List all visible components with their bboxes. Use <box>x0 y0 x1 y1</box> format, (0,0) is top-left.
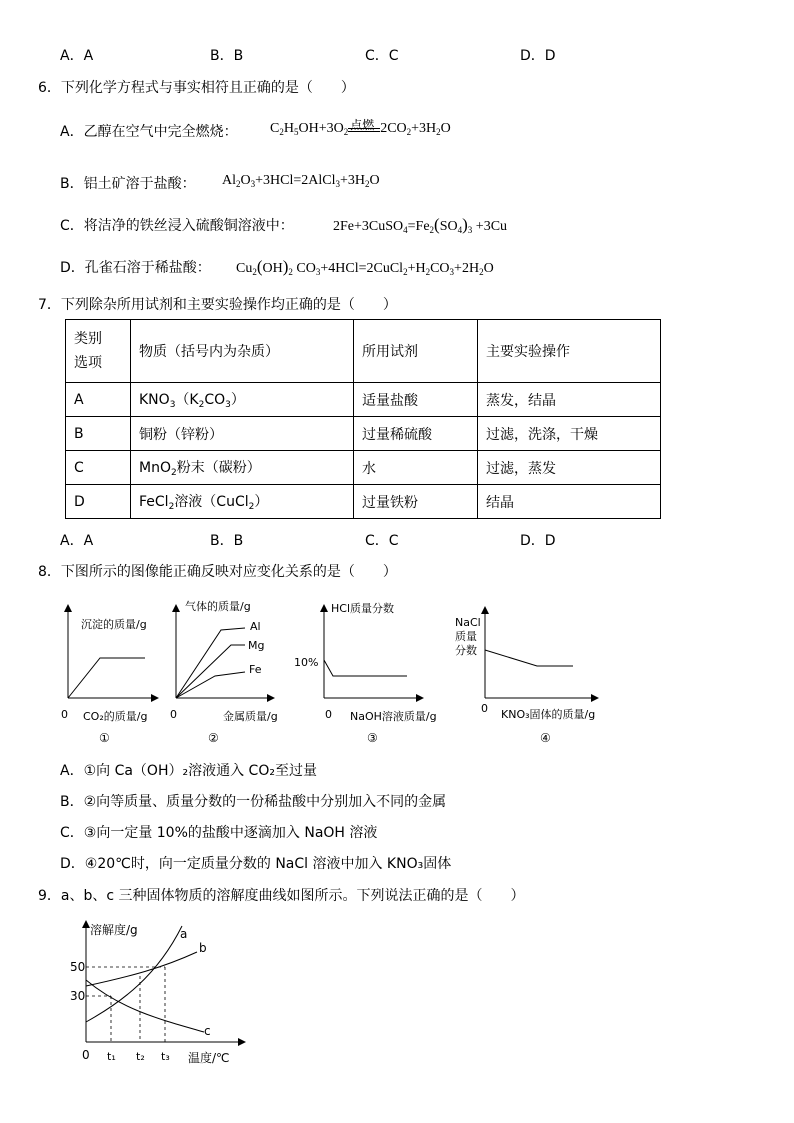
graph-3 <box>294 601 437 745</box>
table-header-row <box>66 320 661 383</box>
q6-option-b[interactable] <box>60 173 196 193</box>
q8-option-b[interactable]: B．②向等质量、质量分数的一份稀盐酸中分别加入不同的金属 <box>60 794 447 810</box>
graph-3-ytick: 10% <box>294 656 319 669</box>
row-option: B <box>66 417 131 451</box>
xtick-t1: t₁ <box>107 1050 116 1063</box>
graph-4-ylabel-2: 质量 <box>455 630 477 643</box>
row-substance: MnO$_2$粉末（碳粉） <box>131 451 354 485</box>
row-option: D <box>66 485 131 519</box>
q7-stem: 7．下列除杂所用试剂和主要实验操作均正确的是（ ） <box>38 297 397 313</box>
q6-option-c[interactable] <box>60 215 294 235</box>
graph-4-number: ④ <box>540 731 551 745</box>
curve-b <box>86 952 197 986</box>
graph-3-xlabel: NaOH溶液质量/g <box>350 710 437 723</box>
row-reagent: 过量铁粉 <box>354 485 478 519</box>
q7-option-d[interactable]: D．D <box>520 533 556 549</box>
table-row <box>66 451 661 485</box>
xtick-t3: t₃ <box>161 1050 170 1063</box>
table-row <box>66 417 661 451</box>
graph-3-ylabel: HCl质量分数 <box>331 602 395 615</box>
header-reagent: 所用试剂 <box>354 320 478 383</box>
q8-option-a[interactable]: A．①向 Ca（OH）₂溶液通入 CO₂至过量 <box>60 763 317 779</box>
series-c-label: c <box>204 1024 211 1038</box>
graph-4-origin: 0 <box>481 702 488 715</box>
graph-4-ylabel-3: 分数 <box>455 644 477 657</box>
graph-1 <box>61 608 155 745</box>
graph-2-xlabel: 金属质量/g <box>223 710 278 723</box>
q8-stem: 8．下图所示的图像能正确反映对应变化关系的是（ ） <box>38 564 397 580</box>
row-operation: 过滤，蒸发 <box>478 451 661 485</box>
graph-2 <box>170 599 278 745</box>
q7-option-a[interactable]: A．A <box>60 533 94 549</box>
graph-3-number: ③ <box>367 731 378 745</box>
row-operation: 过滤，洗涤，干燥 <box>478 417 661 451</box>
row-option: C <box>66 451 131 485</box>
header-operation: 主要实验操作 <box>478 320 661 383</box>
q9-stem: 9．a、b、c 三种固体物质的溶解度曲线如图所示。下列说法正确的是（ ） <box>38 888 525 904</box>
q6-stem: 6．下列化学方程式与事实相符且正确的是（ ） <box>38 80 355 96</box>
row-reagent: 过量稀硫酸 <box>354 417 478 451</box>
q6-option-d-label: D．孔雀石溶于稀盐酸： <box>60 260 211 276</box>
curve-c <box>86 980 204 1032</box>
header-substance: 物质（括号内为杂质） <box>131 320 354 383</box>
xtick-0: 0 <box>82 1048 90 1062</box>
graph-3-origin: 0 <box>325 708 332 721</box>
graph-2-number: ② <box>208 731 219 745</box>
chart-xlabel: 温度/℃ <box>188 1051 230 1065</box>
graph-2-origin: 0 <box>170 708 177 721</box>
q6-equation-c: $2Fe+3CuSO_4=Fe_2(SO_4)_3 +3Cu$ <box>333 215 508 235</box>
series-fe: Fe <box>249 663 262 676</box>
q8-graphs <box>55 596 615 748</box>
graph-1-xlabel: CO₂的质量/g <box>83 710 148 723</box>
graph-1-origin: 0 <box>61 708 68 721</box>
q8-option-d[interactable]: D．④20℃时，向一定质量分数的 NaCl 溶液中加入 KNO₃固体 <box>60 856 452 872</box>
q6-option-a-label: A．乙醇在空气中完全燃烧： <box>60 124 238 140</box>
graph-4-xlabel: KNO₃固体的质量/g <box>501 708 596 721</box>
q6-equation-d: $Cu_2(OH)_2$ $CO_3+4HCl=2CuCl_2+H_2CO_3+2H_2O$ <box>236 257 494 277</box>
q6-equation-b: $Al_2O_3+3HCl=2AlCl_3+3H_2O$ <box>222 173 380 189</box>
graph-1-ylabel: 沉淀的质量/g <box>81 618 147 631</box>
q7-option-c[interactable]: C．C <box>365 533 399 549</box>
row-option: A <box>66 383 131 417</box>
ytick-50: 50 <box>70 960 86 974</box>
q6-equation-a: $C_2H_5OH+3O_2$ 点燃 $2CO_2+3H_2O$ <box>270 118 451 137</box>
graph-1-number: ① <box>99 731 110 745</box>
xtick-t2: t₂ <box>136 1050 145 1063</box>
table-row <box>66 485 661 519</box>
table-row <box>66 383 661 417</box>
row-operation: 结晶 <box>478 485 661 519</box>
row-operation: 蒸发，结晶 <box>478 383 661 417</box>
q6-option-a[interactable] <box>60 121 238 141</box>
ytick-30: 30 <box>70 989 86 1003</box>
row-reagent: 水 <box>354 451 478 485</box>
q7-table <box>65 319 661 519</box>
q5-option-c[interactable]: C．C <box>365 48 399 64</box>
q5-option-d[interactable]: D．D <box>520 48 556 64</box>
series-al: Al <box>250 620 261 633</box>
chart-ylabel: 溶解度/g <box>90 923 138 937</box>
row-substance: $KNO_3(K_2CO_3)$ <box>131 383 354 417</box>
q6-condition: 点燃 <box>350 118 375 132</box>
q6-option-c-label: C．将洁净的铁丝浸入硫酸铜溶液中： <box>60 218 294 234</box>
row-reagent: 适量盐酸 <box>354 383 478 417</box>
q5-option-b[interactable]: B．B <box>210 48 244 64</box>
row-substance: 铜粉（锌粉） <box>131 417 354 451</box>
series-mg: Mg <box>248 639 265 652</box>
graph-4-ylabel-1: NaCl <box>455 616 481 629</box>
row-substance: FeCl$_2$溶液（CuCl$_2$） <box>131 485 354 519</box>
q5-option-a[interactable]: A．A <box>60 48 94 64</box>
q6-option-b-label: B．铝土矿溶于盐酸： <box>60 176 196 192</box>
q7-option-b[interactable]: B．B <box>210 533 244 549</box>
series-a-label: a <box>180 927 188 941</box>
graph-4 <box>455 610 595 745</box>
q8-option-c[interactable]: C．③向一定量 10%的盐酸中逐滴加入 NaOH 溶液 <box>60 825 378 841</box>
header-type-option: 类别 选项 <box>66 320 131 383</box>
series-b-label: b <box>199 941 207 955</box>
curve-a <box>86 926 182 1022</box>
graph-2-ylabel: 气体的质量/g <box>185 600 251 613</box>
solubility-chart <box>62 918 252 1068</box>
q6-option-d[interactable] <box>60 257 211 277</box>
